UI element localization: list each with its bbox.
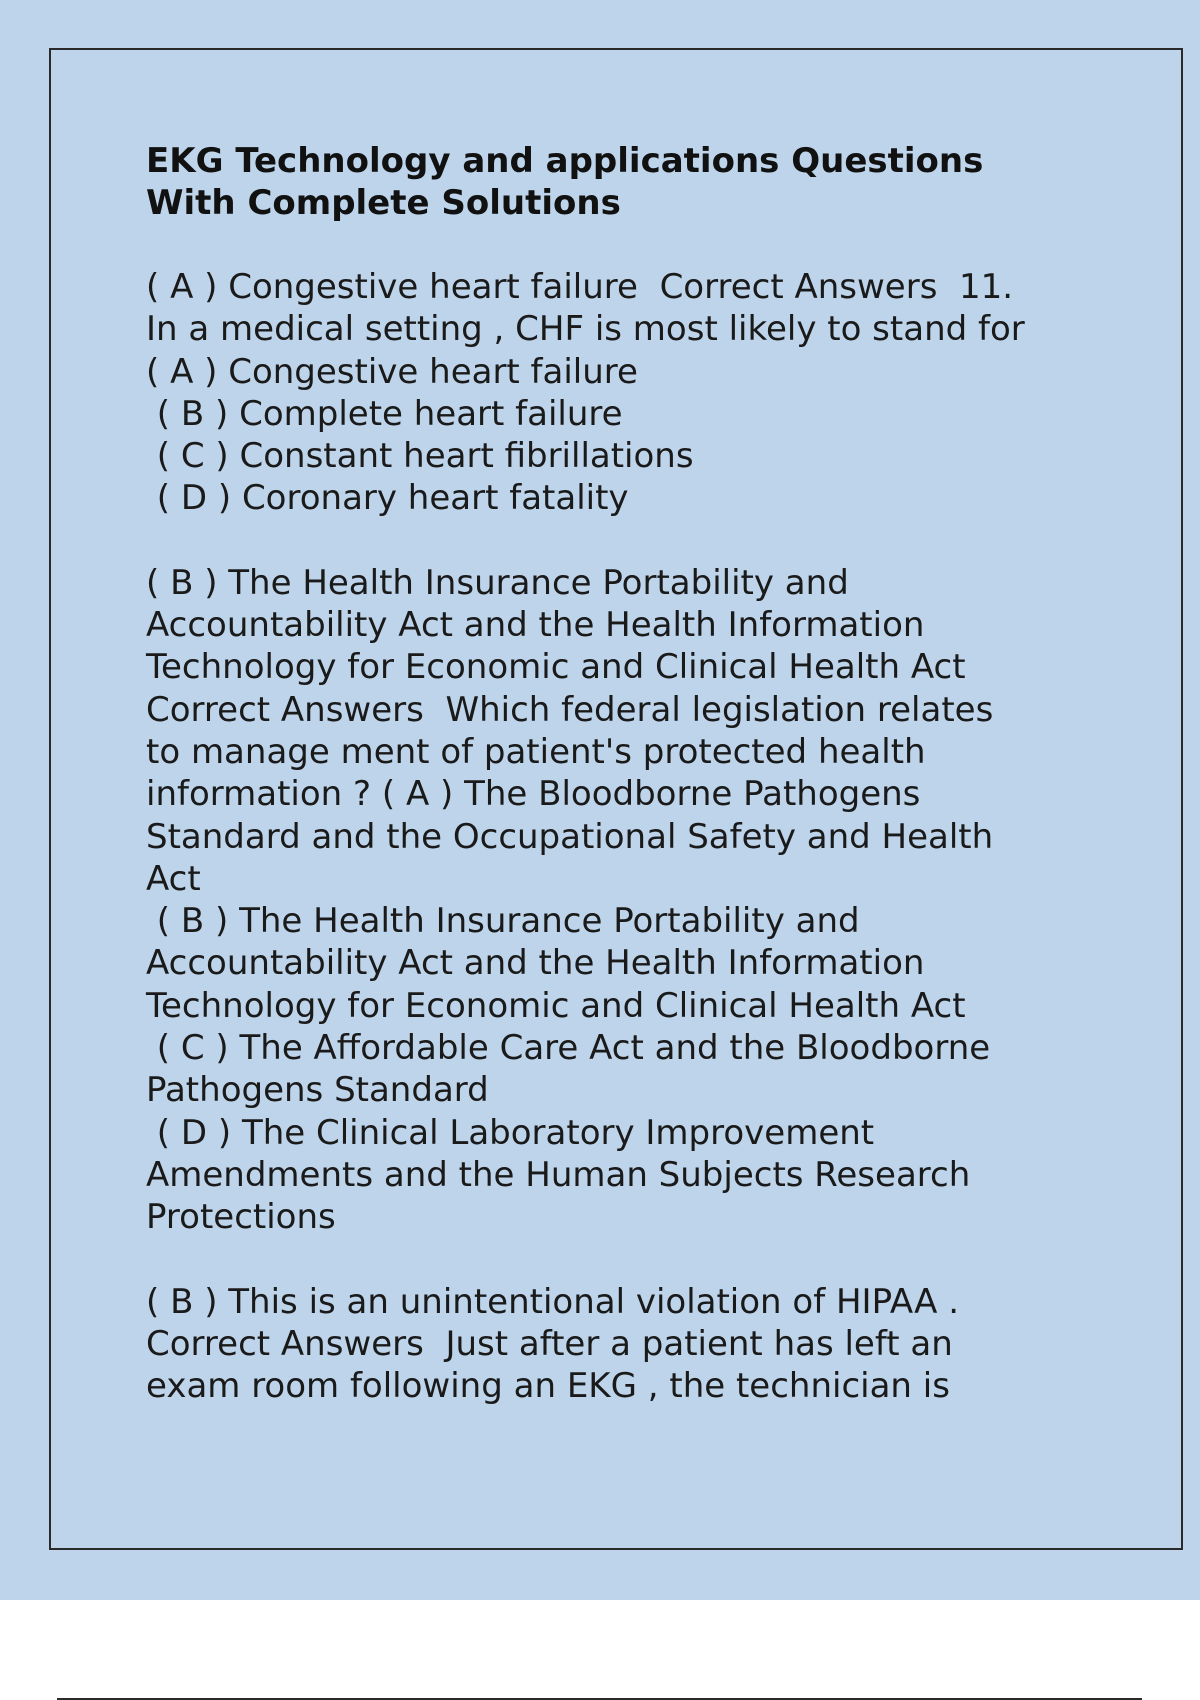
question-answer-2: ( B ) The Health Insurance Portability and Accountability Act and the Health Information Technology for Economic and Clinical Health Act Correct Answers Which federal legislation relates to manage ment of patient's protected health information ? ( A ) The Bloodborne Pathogens Standard and the Occupational Safety and Health Act ( B ) The Health Insurance Portability and Accountability Act and the Health Information Technology for Economic and Clinical Health Act ( C ) The Affordable Care Act and the Bloodborne Pathogens Standard ( D ) The Clinical Laboratory Improvement Amendments and the Human Subjects Research Protections: [146, 562, 994, 1238]
question-answer-1: ( A ) Congestive heart failure Correct Answers 11. In a medical setting , CHF is most likely to stand for ( A ) Congestive heart failure ( B ) Complete heart failure ( C ) Constant heart fibrillations ( D ) Coronary heart fatality: [146, 267, 1025, 519]
question-answer-3: ( B ) This is an unintentional violation of HIPAA . Correct Answers Just after a patient has left an exam room following an EKG , the technician is: [146, 1281, 959, 1407]
document-body: [146, 140, 1146, 1407]
document-title: EKG Technology and applications Questions With Complete Solutions: [146, 141, 984, 223]
